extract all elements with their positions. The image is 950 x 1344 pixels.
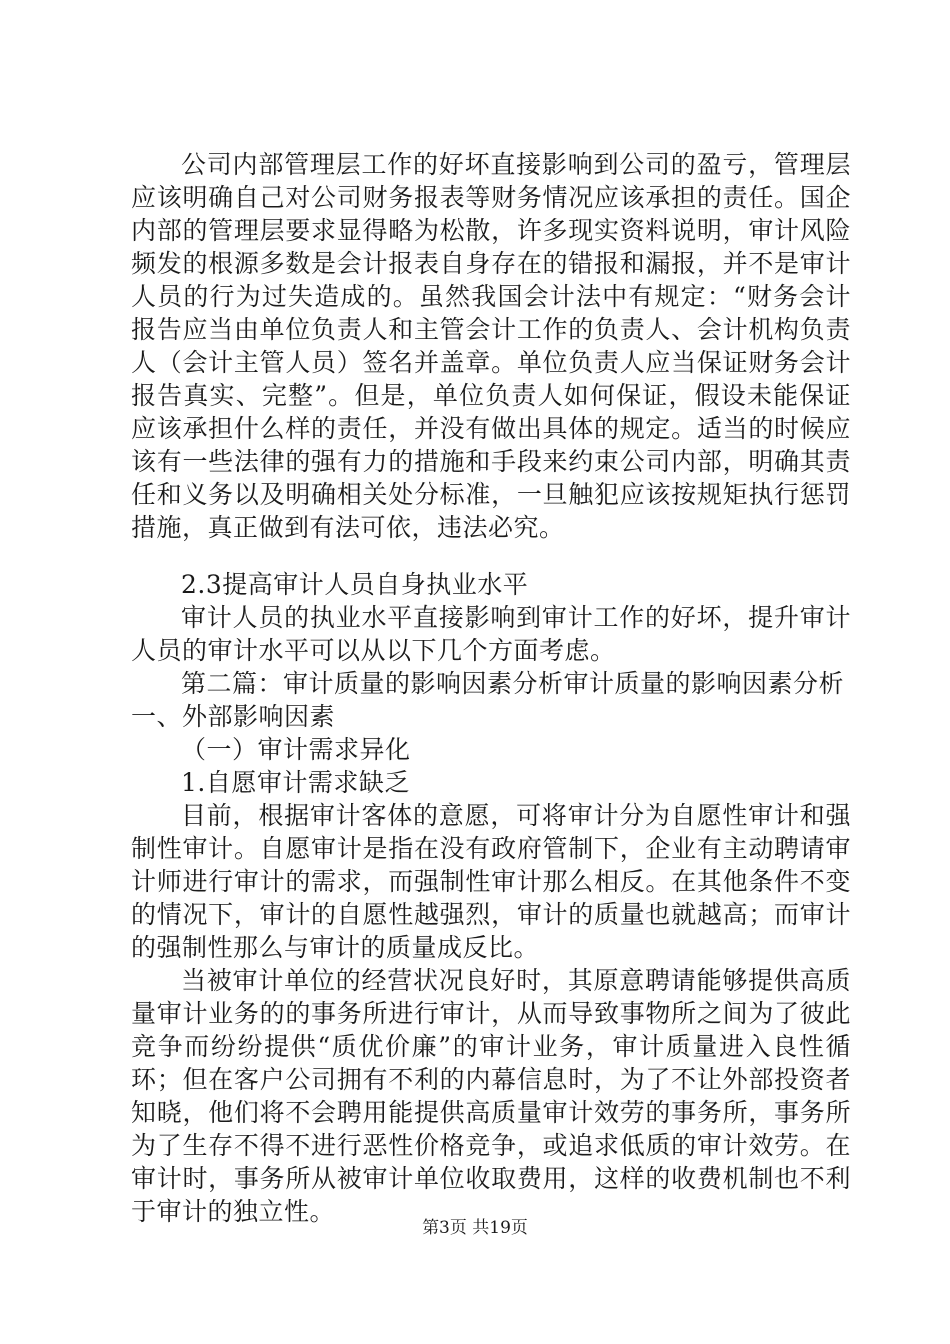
paragraph-management-responsibility: 公司内部管理层工作的好坏直接影响到公司的盈亏，管理层应该明确自己对公司财务报表等财务情况应该承担的责任。国企内部的管理层要求显得略为松散，许多现实资料说明，审计风险频发的根源多数是会计报表自身存在的错报和漏报，并不是审计人员的行为过失造成的。虽然我国会计法中有规定：“财务会计报告应当由单位负责人和主管会计工作的负责人、会计机构负责人（会计主管人员）签名并盖章。单位负责人应当保证财务会计报告真实、完整”。但是，单位负责人如何保证，假设未能保证应该承担什么样的责任，并没有做出具体的规定。适当的时候应该有一些法律的强有力的措施和手段来约束公司内部，明确其责任和义务以及明确相关处分标准，一旦触犯应该按规矩执行惩罚措施，真正做到有法可依，违法必究。 (131, 150, 851, 542)
section-heading-2-3: 2.3提高审计人员自身执业水平 (181, 570, 529, 599)
paragraph-auditor-skill: 审计人员的执业水平直接影响到审计工作的好坏，提升审计人员的审计水平可以从以下几个方面考虑。 (131, 603, 851, 665)
heading-voluntary-demand: 1.自愿审计需求缺乏 (181, 768, 410, 797)
heading-external-factors: 一、外部影响因素 (131, 702, 336, 731)
paragraph-voluntary-vs-mandatory: 目前，根据审计客体的意愿，可将审计分为自愿性审计和强制性审计。自愿审计是指在没有政府管制下，企业有主动聘请审计师进行审计的需求，而强制性审计那么相反。在其他条件不变的情况下，审计的自愿性越强烈，审计的质量也就越高；而审计的强制性那么与审计的质量成反比。 (131, 801, 851, 962)
chapter-heading-part-two: 第二篇：审计质量的影响因素分析审计质量的影响因素分析 (181, 669, 845, 698)
page-number-footer: 第3页 共19页 (422, 1218, 528, 1238)
paragraph-client-conditions: 当被审计单位的经营状况良好时，其原意聘请能够提供高质量审计业务的的事务所进行审计，从而导致事物所之间为了彼此竞争而纷纷提供“质优价廉”的审计业务，审计质量进入良性循环；但在客户公司拥有不利的内幕信息时，为了不让外部投资者知晓，他们将不会聘用能提供高质量审计效劳的事务所，事务所为了生存不得不进行恶性价格竞争，或追求低质的审计效劳。在审计时，事务所从被审计单位收取费用，这样的收费机制也不利于审计的独立性。 (131, 966, 851, 1226)
document-body (131, 148, 851, 1228)
heading-demand-alienation: （一）审计需求异化 (181, 735, 411, 764)
